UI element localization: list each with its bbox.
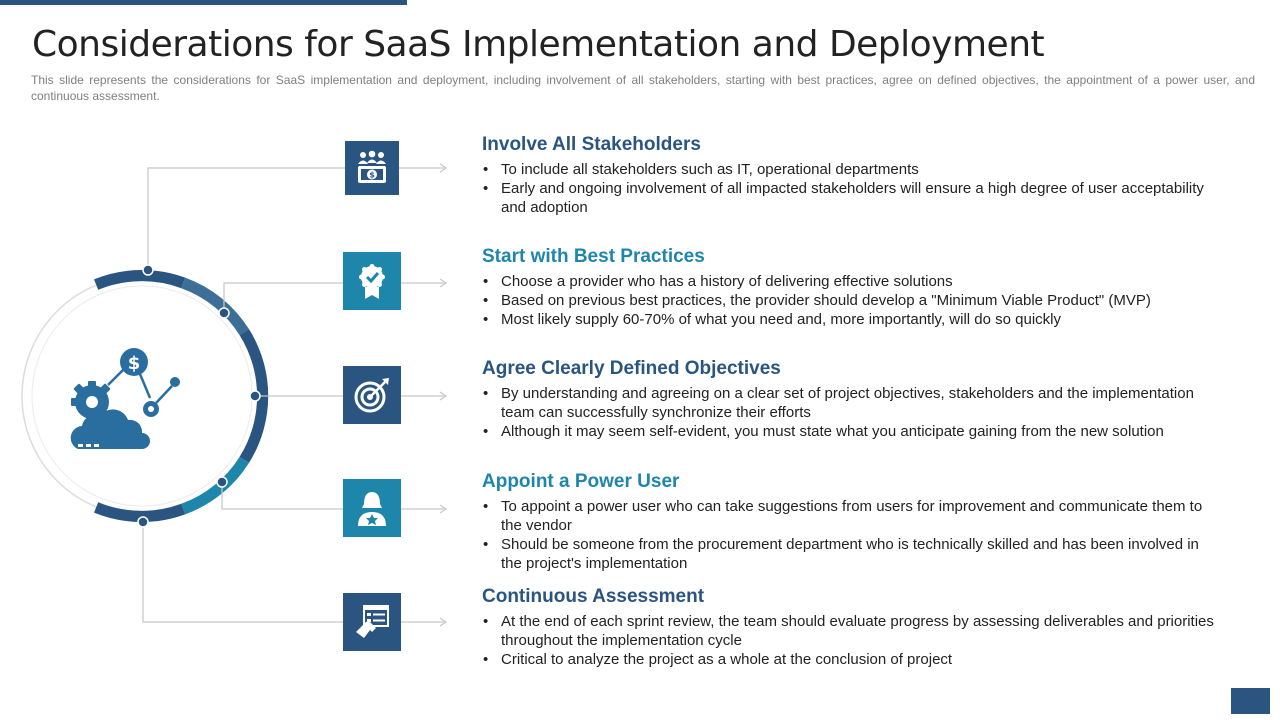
section-title: Agree Clearly Defined Objectives bbox=[482, 358, 781, 379]
bullet-item: • At the end of each sprint review, the team should evaluate progress by assessing deliverables and priorities throughout the implementation cycle bbox=[482, 612, 1222, 650]
bullet-item: • Although it may seem self-evident, you must state what you anticipate gaining from the new solution bbox=[482, 422, 1222, 441]
bullet-list bbox=[482, 612, 1222, 669]
section-title: Continuous Assessment bbox=[482, 586, 705, 607]
section-best-practices bbox=[482, 245, 1222, 329]
connector-dot-4 bbox=[217, 477, 227, 487]
bullet-list bbox=[482, 160, 1222, 217]
bullet-item: • Should be someone from the procurement department who is technically skilled and has been involved in the project's implementation bbox=[482, 535, 1222, 573]
power-user-icon-box bbox=[343, 479, 401, 537]
svg-text:$: $ bbox=[369, 170, 375, 180]
section-title: Involve All Stakeholders bbox=[482, 134, 701, 155]
corner-accent-box bbox=[1231, 688, 1270, 714]
stakeholders-icon-box bbox=[345, 141, 399, 195]
section-title: Appoint a Power User bbox=[482, 471, 680, 492]
bullet-list bbox=[482, 497, 1222, 573]
connector-dot-5 bbox=[138, 517, 148, 527]
bullet-list bbox=[482, 272, 1222, 329]
best-practices-icon-box bbox=[343, 252, 401, 310]
page-subtitle: This slide represents the considerations for SaaS implementation and deployment, including involvement of all stakeholders, starting with best practices, agree on defined objectives, the appointment of a power user, and continuous assessment. bbox=[31, 73, 1255, 103]
bullet-item: • Most likely supply 60-70% of what you need and, more importantly, will do so quickly bbox=[482, 310, 1222, 329]
certified-badge-icon bbox=[352, 261, 392, 301]
objectives-icon-box bbox=[343, 366, 401, 424]
connector-dot-2 bbox=[219, 308, 229, 318]
bullet-item: • Early and ongoing involvement of all impacted stakeholders will ensure a high degree of user acceptability and adoption bbox=[482, 179, 1222, 217]
assessment-icon-box bbox=[343, 593, 401, 651]
bullet-item: • By understanding and agreeing on a clear set of project objectives, stakeholders and the implementation team can successfully synchronize their efforts bbox=[482, 384, 1222, 422]
section-title: Start with Best Practices bbox=[482, 246, 705, 267]
section-defined-objectives bbox=[482, 357, 1222, 441]
connector-line-4 bbox=[222, 482, 444, 509]
section-power-user bbox=[482, 470, 1222, 573]
connector-dot-3 bbox=[250, 391, 260, 401]
stakeholders-money-icon bbox=[352, 148, 392, 188]
bullet-item: • Choose a provider who has a history of delivering effective solutions bbox=[482, 272, 1222, 291]
section-continuous-assessment bbox=[482, 585, 1222, 669]
svg-text:$: $ bbox=[127, 353, 141, 374]
connector-dot-1 bbox=[143, 265, 153, 275]
target-arrow-icon bbox=[352, 375, 392, 415]
page-title: Considerations for SaaS Implementation and Deployment bbox=[32, 24, 1045, 65]
checklist-hand-icon bbox=[352, 602, 392, 642]
bullet-list bbox=[482, 384, 1222, 441]
bullet-item: • To include all stakeholders such as IT, operational departments bbox=[482, 160, 1222, 179]
power-user-icon bbox=[352, 488, 392, 528]
section-involve-stakeholders bbox=[482, 133, 1222, 217]
inner-disc bbox=[32, 286, 252, 506]
bullet-item: • Based on previous best practices, the provider should develop a "Minimum Viable Product" (MVP) bbox=[482, 291, 1222, 310]
bullet-item: • Critical to analyze the project as a whole at the conclusion of project bbox=[482, 650, 1222, 669]
connector-line-2 bbox=[224, 283, 444, 313]
bullet-item: • To appoint a power user who can take suggestions from users for improvement and communicate them to the vendor bbox=[482, 497, 1222, 535]
